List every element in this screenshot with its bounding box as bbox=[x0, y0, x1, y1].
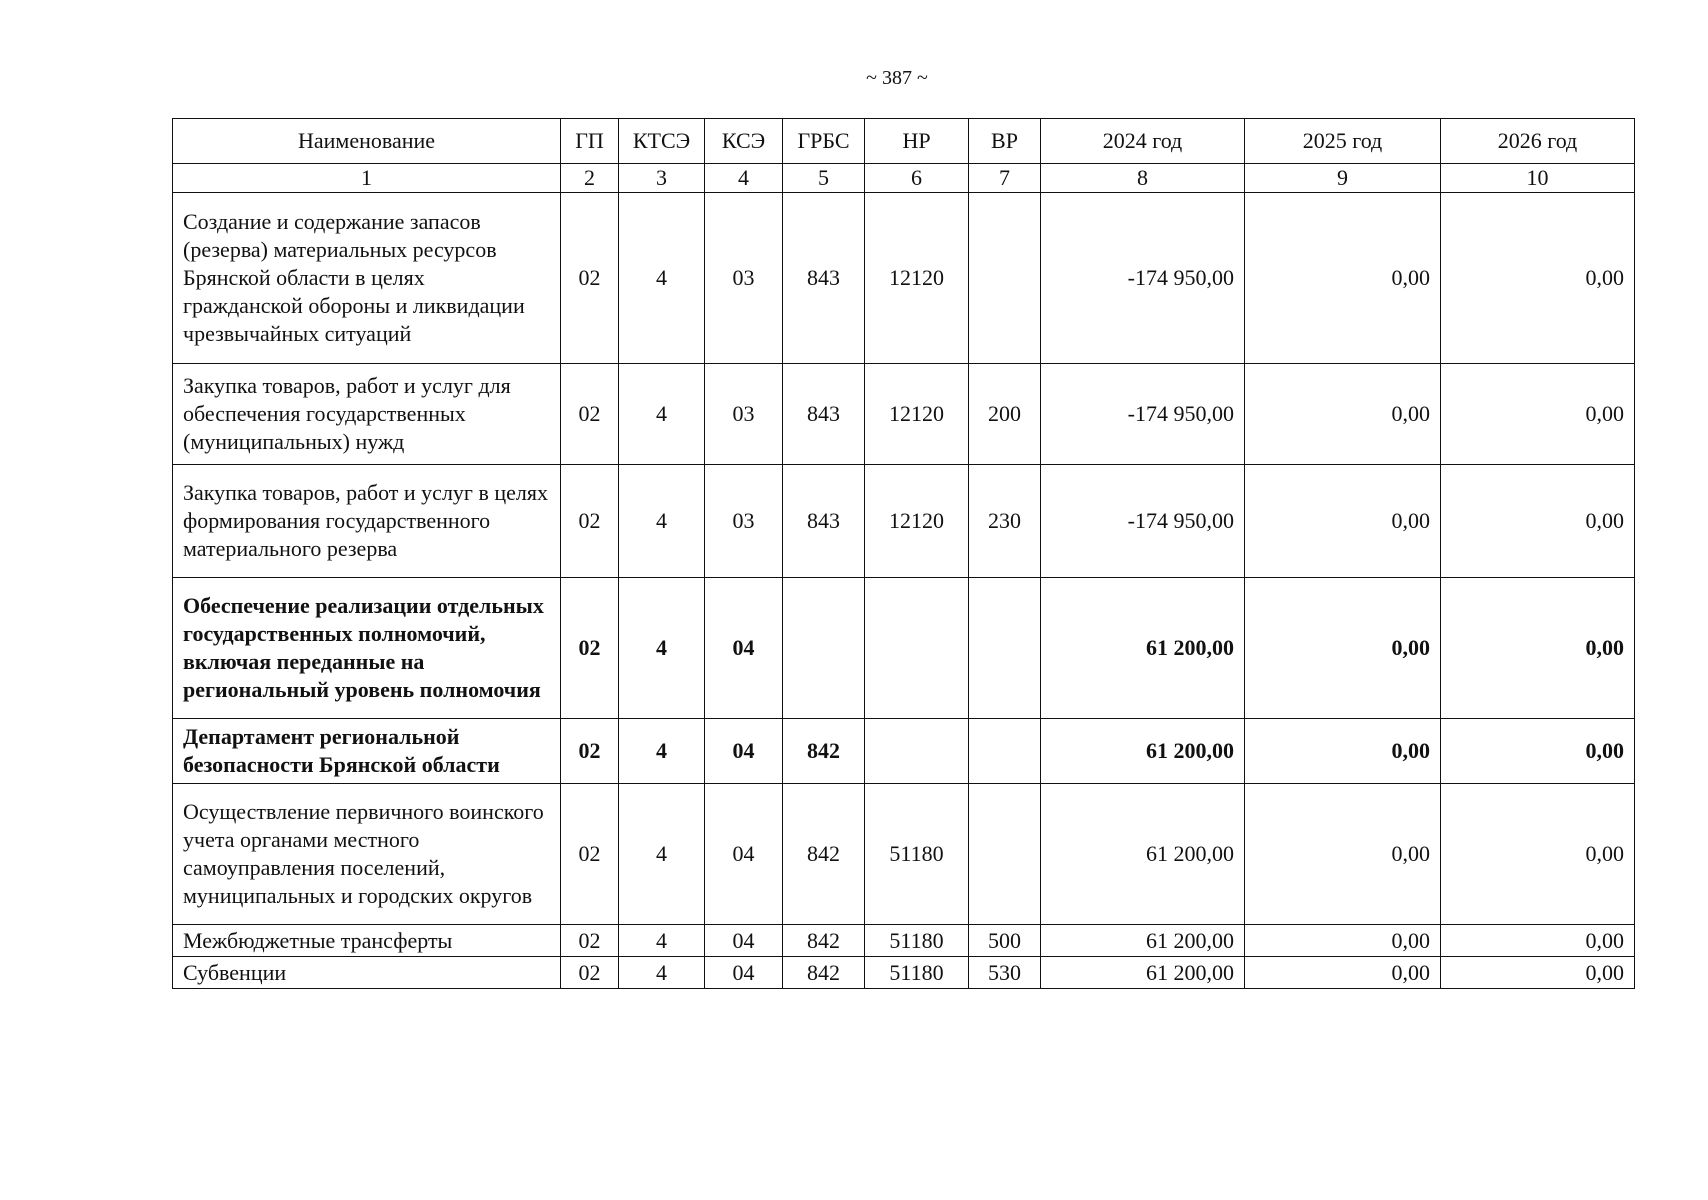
row-kse: 04 bbox=[705, 719, 783, 784]
row-2024: 61 200,00 bbox=[1041, 957, 1245, 989]
row-kse: 04 bbox=[705, 957, 783, 989]
row-name: Создание и содержание запасов (резерва) материальных ресурсов Брянской области в целях гражданской обороны и ликвидации чрезвычайных ситуаций bbox=[173, 193, 561, 364]
header-2024: 2024 год bbox=[1041, 119, 1245, 164]
row-name: Осуществление первичного воинского учета органами местного самоуправления поселений, муниципальных и городских округов bbox=[173, 784, 561, 925]
page-number: ~ 387 ~ bbox=[866, 67, 928, 89]
row-2025: 0,00 bbox=[1245, 925, 1441, 957]
row-kse: 04 bbox=[705, 925, 783, 957]
row-nr bbox=[865, 719, 969, 784]
row-ktse: 4 bbox=[619, 925, 705, 957]
budget-table bbox=[172, 118, 1635, 989]
table-row bbox=[173, 465, 1635, 578]
row-2025: 0,00 bbox=[1245, 719, 1441, 784]
row-vr: 230 bbox=[969, 465, 1041, 578]
row-gp: 02 bbox=[561, 719, 619, 784]
header-nr: НР bbox=[865, 119, 969, 164]
header-grbs: ГРБС bbox=[783, 119, 865, 164]
column-number: 3 bbox=[619, 164, 705, 193]
row-2026: 0,00 bbox=[1441, 925, 1635, 957]
column-number-row bbox=[173, 164, 1635, 193]
row-2026: 0,00 bbox=[1441, 957, 1635, 989]
table-row bbox=[173, 957, 1635, 989]
row-vr: 200 bbox=[969, 364, 1041, 465]
table-row bbox=[173, 784, 1635, 925]
row-2026: 0,00 bbox=[1441, 465, 1635, 578]
column-number: 7 bbox=[969, 164, 1041, 193]
row-kse: 04 bbox=[705, 578, 783, 719]
row-grbs: 842 bbox=[783, 957, 865, 989]
row-2026: 0,00 bbox=[1441, 193, 1635, 364]
table-row bbox=[173, 925, 1635, 957]
row-gp: 02 bbox=[561, 193, 619, 364]
header-2025: 2025 год bbox=[1245, 119, 1441, 164]
table-row bbox=[173, 578, 1635, 719]
row-nr: 51180 bbox=[865, 784, 969, 925]
row-2025: 0,00 bbox=[1245, 578, 1441, 719]
row-name: Департамент региональной безопасности Брянской области bbox=[173, 719, 561, 784]
row-gp: 02 bbox=[561, 465, 619, 578]
row-2025: 0,00 bbox=[1245, 465, 1441, 578]
row-vr bbox=[969, 784, 1041, 925]
row-grbs: 842 bbox=[783, 719, 865, 784]
table-row bbox=[173, 719, 1635, 784]
row-ktse: 4 bbox=[619, 364, 705, 465]
row-grbs: 843 bbox=[783, 364, 865, 465]
row-nr: 12120 bbox=[865, 193, 969, 364]
header-vr: ВР bbox=[969, 119, 1041, 164]
row-2026: 0,00 bbox=[1441, 364, 1635, 465]
row-grbs: 842 bbox=[783, 784, 865, 925]
header-2026: 2026 год bbox=[1441, 119, 1635, 164]
header-name: Наименование bbox=[173, 119, 561, 164]
row-2025: 0,00 bbox=[1245, 957, 1441, 989]
column-number: 1 bbox=[173, 164, 561, 193]
row-2026: 0,00 bbox=[1441, 578, 1635, 719]
header-ktse: КТСЭ bbox=[619, 119, 705, 164]
row-grbs bbox=[783, 578, 865, 719]
row-vr bbox=[969, 719, 1041, 784]
row-grbs: 843 bbox=[783, 465, 865, 578]
row-gp: 02 bbox=[561, 364, 619, 465]
row-grbs: 842 bbox=[783, 925, 865, 957]
row-ktse: 4 bbox=[619, 578, 705, 719]
column-number: 10 bbox=[1441, 164, 1635, 193]
row-2025: 0,00 bbox=[1245, 193, 1441, 364]
row-gp: 02 bbox=[561, 957, 619, 989]
row-2025: 0,00 bbox=[1245, 364, 1441, 465]
row-2026: 0,00 bbox=[1441, 784, 1635, 925]
row-ktse: 4 bbox=[619, 193, 705, 364]
row-2024: 61 200,00 bbox=[1041, 719, 1245, 784]
table-row bbox=[173, 364, 1635, 465]
header-row bbox=[173, 119, 1635, 164]
column-number: 6 bbox=[865, 164, 969, 193]
row-name: Субвенции bbox=[173, 957, 561, 989]
row-nr: 12120 bbox=[865, 465, 969, 578]
row-kse: 04 bbox=[705, 784, 783, 925]
header-gp: ГП bbox=[561, 119, 619, 164]
row-gp: 02 bbox=[561, 784, 619, 925]
row-2024: 61 200,00 bbox=[1041, 784, 1245, 925]
row-name: Закупка товаров, работ и услуг в целях формирования государственного материального резерва bbox=[173, 465, 561, 578]
row-name: Межбюджетные трансферты bbox=[173, 925, 561, 957]
row-vr: 530 bbox=[969, 957, 1041, 989]
row-nr: 51180 bbox=[865, 957, 969, 989]
header-kse: КСЭ bbox=[705, 119, 783, 164]
row-nr: 51180 bbox=[865, 925, 969, 957]
row-kse: 03 bbox=[705, 465, 783, 578]
row-ktse: 4 bbox=[619, 465, 705, 578]
row-name: Закупка товаров, работ и услуг для обеспечения государственных (муниципальных) нужд bbox=[173, 364, 561, 465]
row-kse: 03 bbox=[705, 193, 783, 364]
row-2024: -174 950,00 bbox=[1041, 465, 1245, 578]
row-vr bbox=[969, 193, 1041, 364]
column-number: 8 bbox=[1041, 164, 1245, 193]
row-gp: 02 bbox=[561, 578, 619, 719]
column-number: 5 bbox=[783, 164, 865, 193]
row-grbs: 843 bbox=[783, 193, 865, 364]
row-2024: -174 950,00 bbox=[1041, 193, 1245, 364]
row-2025: 0,00 bbox=[1245, 784, 1441, 925]
row-2024: 61 200,00 bbox=[1041, 578, 1245, 719]
table-row bbox=[173, 193, 1635, 364]
row-vr: 500 bbox=[969, 925, 1041, 957]
column-number: 4 bbox=[705, 164, 783, 193]
row-2024: -174 950,00 bbox=[1041, 364, 1245, 465]
row-ktse: 4 bbox=[619, 719, 705, 784]
row-ktse: 4 bbox=[619, 957, 705, 989]
row-vr bbox=[969, 578, 1041, 719]
row-nr bbox=[865, 578, 969, 719]
row-2026: 0,00 bbox=[1441, 719, 1635, 784]
row-kse: 03 bbox=[705, 364, 783, 465]
column-number: 9 bbox=[1245, 164, 1441, 193]
column-number: 2 bbox=[561, 164, 619, 193]
row-nr: 12120 bbox=[865, 364, 969, 465]
row-ktse: 4 bbox=[619, 784, 705, 925]
row-gp: 02 bbox=[561, 925, 619, 957]
row-name: Обеспечение реализации отдельных государственных полномочий, включая переданные на региональный уровень полномочия bbox=[173, 578, 561, 719]
row-2024: 61 200,00 bbox=[1041, 925, 1245, 957]
